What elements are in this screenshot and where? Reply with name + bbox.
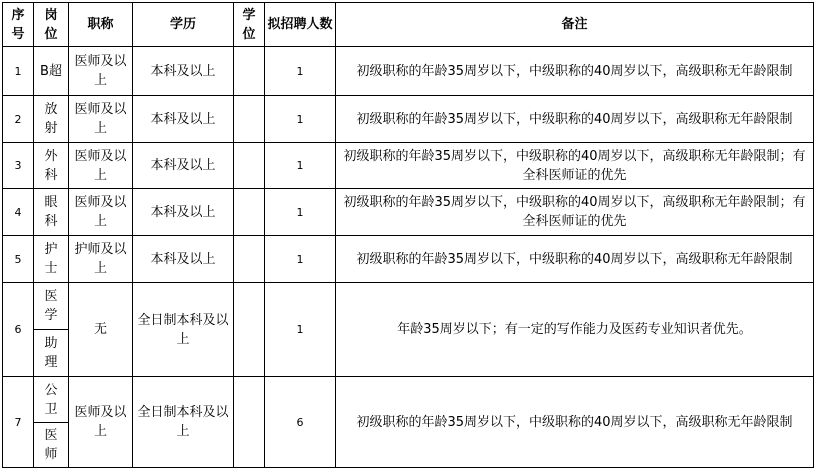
cell-note: 初级职称的年龄35周岁以下，中级职称的40周岁以下，高级职称无年龄限制 bbox=[336, 236, 814, 283]
table-row bbox=[3, 143, 814, 189]
cell-post-top: 医学 bbox=[34, 283, 69, 330]
cell-degree bbox=[234, 236, 265, 283]
cell-edu: 全日制本科及以上 bbox=[133, 377, 234, 468]
table-row bbox=[3, 236, 814, 283]
cell-degree bbox=[234, 143, 265, 189]
header-edu: 学历 bbox=[133, 3, 234, 47]
cell-seq: 7 bbox=[3, 377, 34, 468]
cell-seq: 2 bbox=[3, 96, 34, 143]
cell-note: 初级职称的年龄35周岁以下，中级职称的40周岁以下，高级职称无年龄限制 bbox=[336, 377, 814, 468]
header-degree: 学位 bbox=[234, 3, 265, 47]
header-row bbox=[3, 3, 814, 47]
cell-count: 6 bbox=[265, 377, 336, 468]
header-post: 岗位 bbox=[34, 3, 69, 47]
header-title: 职称 bbox=[69, 3, 133, 47]
header-note: 备注 bbox=[336, 3, 814, 47]
cell-note: 初级职称的年龄35周岁以下，中级职称的40周岁以下，高级职称无年龄限制；有全科医师证的优先 bbox=[336, 189, 814, 236]
cell-degree bbox=[234, 283, 265, 377]
cell-seq: 5 bbox=[3, 236, 34, 283]
cell-edu: 本科及以上 bbox=[133, 236, 234, 283]
cell-note: 初级职称的年龄35周岁以下，中级职称的40周岁以下，高级职称无年龄限制 bbox=[336, 47, 814, 96]
cell-note: 年龄35周岁以下；有一定的写作能力及医药专业知识者优先。 bbox=[336, 283, 814, 377]
cell-post: 放射 bbox=[34, 96, 69, 143]
cell-count: 1 bbox=[265, 189, 336, 236]
cell-degree bbox=[234, 96, 265, 143]
cell-post: 护士 bbox=[34, 236, 69, 283]
cell-title: 无 bbox=[69, 283, 133, 377]
recruitment-table bbox=[2, 2, 814, 468]
cell-edu: 本科及以上 bbox=[133, 189, 234, 236]
cell-seq: 1 bbox=[3, 47, 34, 96]
cell-count: 1 bbox=[265, 96, 336, 143]
cell-seq: 6 bbox=[3, 283, 34, 377]
cell-post: B超 bbox=[34, 47, 69, 96]
table-row bbox=[3, 377, 814, 423]
cell-title: 医师及以上 bbox=[69, 189, 133, 236]
cell-degree bbox=[234, 189, 265, 236]
cell-post-bottom: 医师 bbox=[34, 423, 69, 468]
cell-degree bbox=[234, 47, 265, 96]
table-row bbox=[3, 283, 814, 330]
cell-edu: 本科及以上 bbox=[133, 47, 234, 96]
cell-post: 眼科 bbox=[34, 189, 69, 236]
table-row bbox=[3, 96, 814, 143]
cell-count: 1 bbox=[265, 47, 336, 96]
table-row bbox=[3, 47, 814, 96]
cell-title: 医师及以上 bbox=[69, 377, 133, 468]
cell-title: 护师及以上 bbox=[69, 236, 133, 283]
cell-count: 1 bbox=[265, 236, 336, 283]
cell-seq: 3 bbox=[3, 143, 34, 189]
cell-title: 医师及以上 bbox=[69, 47, 133, 96]
cell-count: 1 bbox=[265, 283, 336, 377]
cell-edu: 本科及以上 bbox=[133, 143, 234, 189]
cell-degree bbox=[234, 377, 265, 468]
header-seq: 序号 bbox=[3, 3, 34, 47]
cell-note: 初级职称的年龄35周岁以下，中级职称的40周岁以下，高级职称无年龄限制；有全科医师证的优先 bbox=[336, 143, 814, 189]
cell-edu: 全日制本科及以上 bbox=[133, 283, 234, 377]
cell-edu: 本科及以上 bbox=[133, 96, 234, 143]
cell-note: 初级职称的年龄35周岁以下，中级职称的40周岁以下，高级职称无年龄限制 bbox=[336, 96, 814, 143]
table-row bbox=[3, 189, 814, 236]
cell-title: 医师及以上 bbox=[69, 96, 133, 143]
cell-post-top: 公卫 bbox=[34, 377, 69, 423]
cell-post: 外科 bbox=[34, 143, 69, 189]
cell-title: 医师及以上 bbox=[69, 143, 133, 189]
cell-count: 1 bbox=[265, 143, 336, 189]
header-count: 拟招聘人数 bbox=[265, 3, 336, 47]
cell-seq: 4 bbox=[3, 189, 34, 236]
cell-post-bottom: 助理 bbox=[34, 330, 69, 377]
